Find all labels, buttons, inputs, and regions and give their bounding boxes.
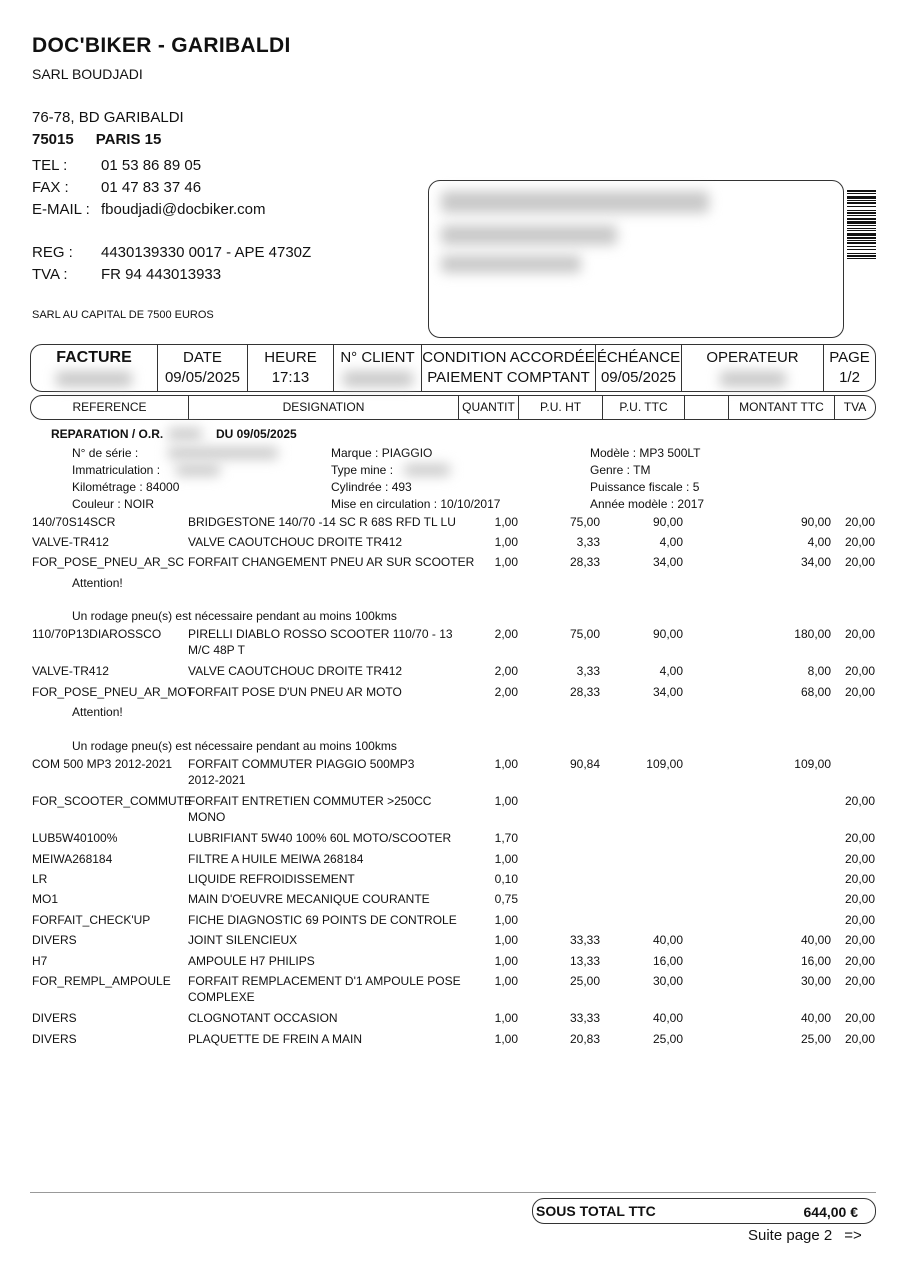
line-unit-price-ttc: 16,00 (652, 954, 683, 968)
genre: Genre : TM (590, 463, 651, 477)
line-designation: M/C 48P T (188, 643, 245, 657)
line-tva: 20,00 (844, 794, 875, 808)
line-designation: FORFAIT COMMUTER PIAGGIO 500MP3 (188, 757, 415, 771)
redacted-invoice-number (56, 371, 132, 387)
facture-cell (31, 345, 157, 391)
page-value: 1/2 (839, 369, 860, 386)
line-unit-price-ttc: 90,00 (652, 515, 683, 529)
line-quantity: 1,00 (494, 515, 518, 529)
arrow-right-icon: => (844, 1227, 862, 1244)
line-tva: 20,00 (844, 664, 875, 678)
line-unit-price-ttc: 40,00 (652, 1011, 683, 1025)
line-designation: FORFAIT ENTRETIEN COMMUTER >250CC (188, 794, 432, 808)
redacted-type-mine (404, 464, 450, 476)
line-reference: FOR_POSE_PNEU_AR_SC (32, 555, 185, 569)
line-reference: LR (32, 872, 48, 886)
line-tva: 20,00 (844, 555, 875, 569)
line-note: Attention! (72, 576, 123, 590)
tva-value: FR 94 443013933 (101, 266, 222, 283)
line-note: Un rodage pneu(s) est nécessaire pendant au moins 100kms (72, 739, 397, 753)
line-amount-ttc: 180,00 (794, 627, 831, 641)
line-reference: DIVERS (32, 933, 77, 947)
heure-cell (247, 345, 333, 391)
fax-row (32, 179, 201, 196)
line-unit-price-ht: 25,00 (569, 974, 600, 988)
line-reference: FORFAIT_CHECK'UP (32, 913, 151, 927)
fax-label: FAX : (32, 179, 69, 196)
company-city (32, 131, 161, 148)
line-reference: 140/70S14SCR (32, 515, 116, 529)
line-designation: VALVE CAOUTCHOUC DROITE TR412 (188, 664, 403, 678)
line-quantity: 1,00 (494, 1032, 518, 1046)
column-header-row (30, 395, 876, 420)
line-designation: COMPLEXE (188, 990, 255, 1004)
company-legal-name: SARL BOUDJADI (32, 66, 143, 82)
repair-order-title: REPARATION / O.R. (51, 427, 164, 441)
line-quantity: 1,00 (494, 757, 518, 771)
line-reference: H7 (32, 954, 48, 968)
fax-value: 01 47 83 37 46 (101, 179, 202, 196)
line-quantity: 1,00 (494, 852, 518, 866)
line-tva: 20,00 (844, 535, 875, 549)
line-designation: JOINT SILENCIEUX (188, 933, 298, 947)
col-tva: TVA (834, 396, 875, 419)
line-unit-price-ttc: 34,00 (652, 555, 683, 569)
line-unit-price-ttc: 40,00 (652, 933, 683, 947)
line-quantity: 1,00 (494, 913, 518, 927)
line-unit-price-ttc: 34,00 (652, 685, 683, 699)
line-tva: 20,00 (844, 933, 875, 947)
line-unit-price-ttc: 4,00 (659, 535, 683, 549)
reg-label: REG : (32, 244, 73, 261)
line-tva: 20,00 (844, 974, 875, 988)
email-row (32, 201, 266, 218)
line-quantity: 1,00 (494, 794, 518, 808)
modele: Modèle : MP3 500LT (590, 446, 701, 460)
line-designation: AMPOULE H7 PHILIPS (188, 954, 315, 968)
company-name: DOC'BIKER - GARIBALDI (32, 34, 291, 57)
redacted-recipient-city (441, 255, 581, 273)
redacted-order-number (168, 428, 202, 440)
line-tva: 20,00 (844, 831, 875, 845)
tel-row (32, 157, 201, 174)
line-quantity: 0,75 (494, 892, 518, 906)
line-designation: 2012-2021 (188, 773, 246, 787)
marque: Marque : PIAGGIO (331, 446, 433, 460)
line-unit-price-ht: 3,33 (576, 664, 600, 678)
tel-value: 01 53 86 89 05 (101, 157, 202, 174)
line-quantity: 1,00 (494, 954, 518, 968)
line-quantity: 1,00 (494, 933, 518, 947)
line-amount-ttc: 8,00 (807, 664, 831, 678)
line-unit-price-ht: 13,33 (569, 954, 600, 968)
client-label: N° CLIENT (340, 349, 415, 366)
tva-row (32, 266, 221, 283)
kilometrage: Kilométrage : 84000 (72, 480, 180, 494)
line-amount-ttc: 109,00 (794, 757, 831, 771)
date-value: 09/05/2025 (164, 369, 241, 386)
col-reference: REFERENCE (72, 400, 147, 414)
line-unit-price-ht: 28,33 (569, 685, 600, 699)
line-amount-ttc: 25,00 (800, 1032, 831, 1046)
type-mine-label: Type mine : (331, 463, 394, 477)
line-designation: MAIN D'OEUVRE MECANIQUE COURANTE (188, 892, 430, 906)
line-unit-price-ht: 28,33 (569, 555, 600, 569)
line-amount-ttc: 4,00 (807, 535, 831, 549)
redacted-client-number (343, 371, 413, 387)
redacted-serial (168, 447, 278, 459)
line-reference: FOR_REMPL_AMPOULE (32, 974, 171, 988)
invoice-header-table (30, 344, 876, 392)
heure-label: HEURE (264, 349, 317, 366)
line-unit-price-ttc: 30,00 (652, 974, 683, 988)
company-capital: SARL AU CAPITAL DE 7500 EUROS (32, 309, 214, 321)
postcode: 75015 (32, 131, 74, 148)
line-designation: PIRELLI DIABLO ROSSO SCOOTER 110/70 - 13 (188, 627, 453, 641)
echeance-value: 09/05/2025 (600, 369, 677, 386)
redacted-immat (176, 464, 220, 476)
line-tva: 20,00 (844, 627, 875, 641)
line-note: Un rodage pneu(s) est nécessaire pendant au moins 100kms (72, 609, 397, 623)
line-tva: 20,00 (844, 872, 875, 886)
line-unit-price-ttc: 90,00 (652, 627, 683, 641)
line-quantity: 2,00 (494, 664, 518, 678)
reg-row (32, 244, 311, 261)
line-designation: VALVE CAOUTCHOUC DROITE TR412 (188, 535, 403, 549)
line-unit-price-ttc: 25,00 (652, 1032, 683, 1046)
line-tva: 20,00 (844, 1011, 875, 1025)
line-reference: FOR_SCOOTER_COMMUTE (32, 794, 193, 808)
line-unit-price-ht: 33,33 (569, 1011, 600, 1025)
line-designation: LUBRIFIANT 5W40 100% 60L MOTO/SCOOTER (188, 831, 452, 845)
facture-label: FACTURE (56, 349, 132, 366)
suite-text: Suite page 2 (748, 1227, 833, 1244)
recipient-address-box (428, 180, 844, 338)
echeance-cell (595, 345, 681, 391)
line-unit-price-ht: 33,33 (569, 933, 600, 947)
email-label: E-MAIL : (32, 201, 90, 218)
line-quantity: 2,00 (494, 685, 518, 699)
tel-label: TEL : (32, 157, 68, 174)
line-reference: LUB5W40100% (32, 831, 118, 845)
client-cell (333, 345, 421, 391)
line-reference: FOR_POSE_PNEU_AR_MOT (32, 685, 195, 699)
line-tva: 20,00 (844, 852, 875, 866)
redacted-operator (720, 371, 786, 387)
line-unit-price-ttc: 109,00 (646, 757, 683, 771)
line-reference: COM 500 MP3 2012-2021 (32, 757, 173, 771)
line-quantity: 2,00 (494, 627, 518, 641)
company-address: 76-78, BD GARIBALDI (32, 109, 184, 126)
line-quantity: 1,70 (494, 831, 518, 845)
line-amount-ttc: 16,00 (800, 954, 831, 968)
line-reference: VALVE-TR412 (32, 664, 109, 678)
line-reference: DIVERS (32, 1011, 77, 1025)
line-unit-price-ht: 90,84 (569, 757, 600, 771)
line-designation: FORFAIT POSE D'UN PNEU AR MOTO (188, 685, 402, 699)
line-reference: MO1 (32, 892, 59, 906)
condition-cell (421, 345, 595, 391)
reg-value: 4430139330 0017 - APE 4730Z (101, 244, 312, 261)
barcode-icon (847, 190, 876, 326)
line-tva: 20,00 (844, 892, 875, 906)
line-designation: FORFAIT REMPLACEMENT D'1 AMPOULE POSE (188, 974, 461, 988)
line-reference: DIVERS (32, 1032, 77, 1046)
line-unit-price-ttc: 4,00 (659, 664, 683, 678)
line-designation: MONO (188, 810, 226, 824)
line-tva: 20,00 (844, 913, 875, 927)
line-amount-ttc: 40,00 (800, 1011, 831, 1025)
condition-label: CONDITION ACCORDÉE (422, 349, 595, 366)
serial-label: N° de série : (72, 446, 139, 460)
col-empty (684, 396, 728, 419)
line-tva: 20,00 (844, 515, 875, 529)
line-quantity: 1,00 (494, 1011, 518, 1025)
couleur: Couleur : NOIR (72, 497, 155, 511)
line-amount-ttc: 40,00 (800, 933, 831, 947)
line-reference: VALVE-TR412 (32, 535, 109, 549)
line-designation: BRIDGESTONE 140/70 -14 SC R 68S RFD TL LU (188, 515, 456, 529)
line-amount-ttc: 30,00 (800, 974, 831, 988)
date-cell (157, 345, 247, 391)
col-pu-ttc: P.U. TTC (602, 396, 684, 419)
line-reference: MEIWA268184 (32, 852, 113, 866)
line-reference: 110/70P13DIAROSSCO (32, 627, 162, 641)
date-label: DATE (183, 349, 222, 366)
line-amount-ttc: 34,00 (800, 555, 831, 569)
col-montant: MONTANT TTC (728, 396, 834, 419)
line-designation: LIQUIDE REFROIDISSEMENT (188, 872, 355, 886)
subtotal-label: SOUS TOTAL TTC (536, 1203, 656, 1219)
line-designation: FILTRE A HUILE MEIWA 268184 (188, 852, 364, 866)
redacted-recipient-street (441, 225, 617, 245)
annee-modele: Année modèle : 2017 (590, 497, 705, 511)
line-quantity: 1,00 (494, 555, 518, 569)
heure-value: 17:13 (271, 369, 310, 386)
line-designation: CLOGNOTANT OCCASION (188, 1011, 338, 1025)
tva-label: TVA : (32, 266, 68, 283)
line-tva: 20,00 (844, 954, 875, 968)
operateur-cell (681, 345, 823, 391)
col-designation: DESIGNATION (188, 396, 458, 419)
condition-value: PAIEMENT COMPTANT (427, 369, 590, 386)
line-unit-price-ht: 75,00 (569, 627, 600, 641)
line-unit-price-ht: 75,00 (569, 515, 600, 529)
line-tva: 20,00 (844, 1032, 875, 1046)
repair-order-date: DU 09/05/2025 (216, 427, 297, 441)
line-tva: 20,00 (844, 685, 875, 699)
echeance-label: ÉCHÉANCE (596, 349, 681, 366)
page-cell (823, 345, 875, 391)
col-pu-ht: P.U. HT (518, 396, 602, 419)
continued-note (748, 1227, 862, 1244)
line-amount-ttc: 90,00 (800, 515, 831, 529)
email-value: fboudjadi@docbiker.com (101, 201, 266, 218)
line-designation: FORFAIT CHANGEMENT PNEU AR SUR SCOOTER (188, 555, 475, 569)
city: PARIS 15 (95, 131, 162, 148)
mise-en-circulation: Mise en circulation : 10/10/2017 (331, 497, 501, 511)
line-quantity: 0,10 (494, 872, 518, 886)
line-designation: PLAQUETTE DE FREIN A MAIN (188, 1032, 363, 1046)
redacted-recipient-name (441, 191, 709, 213)
footer-divider (30, 1192, 876, 1193)
line-quantity: 1,00 (494, 535, 518, 549)
puissance-fiscale: Puissance fiscale : 5 (590, 480, 700, 494)
line-quantity: 1,00 (494, 974, 518, 988)
subtotal-value: 644,00 € (803, 1204, 858, 1220)
line-unit-price-ht: 3,33 (576, 535, 600, 549)
col-quantite: QUANTIT (458, 396, 518, 419)
cylindree: Cylindrée : 493 (331, 480, 412, 494)
operateur-label: OPERATEUR (706, 349, 799, 366)
line-note: Attention! (72, 705, 123, 719)
page-label: PAGE (829, 349, 870, 366)
immat-label: Immatriculation : (72, 463, 161, 477)
line-amount-ttc: 68,00 (800, 685, 831, 699)
line-unit-price-ht: 20,83 (569, 1032, 600, 1046)
line-designation: FICHE DIAGNOSTIC 69 POINTS DE CONTROLE (188, 913, 457, 927)
